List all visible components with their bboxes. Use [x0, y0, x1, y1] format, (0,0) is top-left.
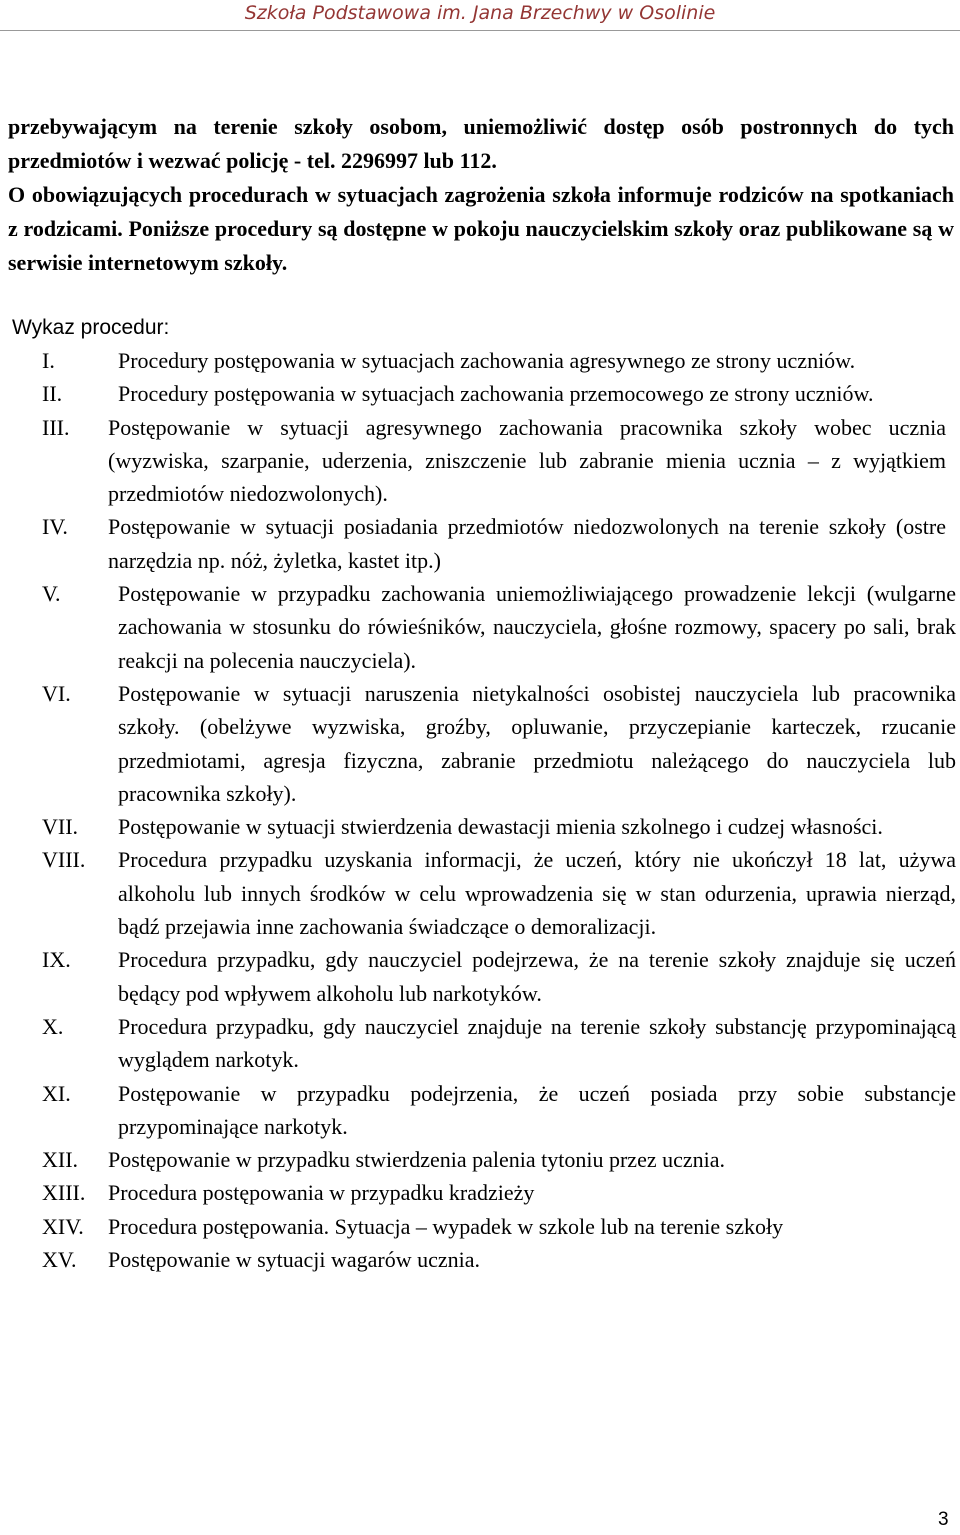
list-item-text: Postępowanie w przypadku podejrzenia, że uczeń posiada przy sobie substancje przypominające narkotyk. — [118, 1080, 956, 1139]
list-item-number: III. — [42, 414, 70, 440]
list-item — [0, 1010, 960, 1077]
list-item-number: IX. — [42, 947, 71, 973]
header-divider — [0, 30, 960, 31]
procedure-list-title: Wykaz procedur: — [12, 316, 170, 339]
list-item — [0, 677, 960, 810]
list-item — [0, 1243, 960, 1276]
page-header — [0, 0, 960, 30]
list-item-number: XII. — [42, 1147, 79, 1173]
list-item-number: XIV. — [42, 1213, 84, 1239]
list-item-text: Postępowanie w przypadku stwierdzenia palenia tytoniu przez ucznia. — [108, 1147, 725, 1173]
list-item-text: Procedura postępowania. Sytuacja – wypadek w szkole lub na terenie szkoły — [108, 1213, 784, 1239]
list-item-number: I. — [42, 348, 55, 373]
list-item-text: Procedura przypadku uzyskania informacji, że uczeń, który nie ukończył 18 lat, używa alkoholu lub innych środków w celu wprowadzenia się w stan odurzenia, uprawia nierząd, bądź przejawia inne zachowania świadczące o demoralizacji. — [118, 847, 956, 940]
list-item — [0, 344, 960, 377]
list-item-text: Postępowanie w sytuacji posiadania przedmiotów niedozwolonych na terenie szkoły (ostre narzędzia np. nóż, żyletka, kastet itp.) — [108, 514, 946, 573]
list-item-number: V. — [42, 581, 61, 607]
list-item — [0, 377, 960, 410]
list-item — [0, 810, 960, 843]
list-item-number: X. — [42, 1013, 64, 1039]
list-item-number: IV. — [42, 514, 68, 540]
list-item-number: XV. — [42, 1247, 77, 1273]
list-item — [0, 577, 960, 677]
list-item-text: Procedura przypadku, gdy nauczyciel znajduje na terenie szkoły substancję przypominającą wyglądem narkotyk. — [118, 1013, 956, 1073]
intro-text — [8, 110, 954, 280]
list-item-text: Postępowanie w sytuacji naruszenia nietykalności osobistej nauczyciela lub pracownika szkoły. (obelżywe wyzwiska, groźby, opluwanie, przyczepianie karteczek, rzucanie przedmiotami, agresja fizyczna, zabranie przedmiotu należącego do nauczyciela lub pracownika szkoły). — [118, 680, 956, 806]
list-item — [0, 943, 960, 1010]
list-item-number: XI. — [42, 1080, 71, 1106]
list-item-number: XIII. — [42, 1180, 86, 1206]
intro-paragraph-1: przebywającym na terenie szkoły osobom, uniemożliwić dostęp osób postronnych do tych przedmiotów i wezwać policję - tel. 2296997 lub 112. — [8, 114, 954, 173]
list-item-text: Postępowanie w sytuacji wagarów ucznia. — [108, 1247, 481, 1273]
list-item-number: VI. — [42, 680, 71, 706]
list-item — [0, 1210, 960, 1243]
list-item — [0, 411, 960, 511]
list-item-text: Procedury postępowania w sytuacjach zachowania agresywnego ze strony uczniów. — [118, 348, 856, 373]
header-title: Szkoła Podstawowa im. Jana Brzechwy w Osolinie — [244, 2, 716, 24]
list-item-number: VII. — [42, 814, 79, 840]
list-item-text: Postępowanie w sytuacji agresywnego zachowania pracownika szkoły wobec ucznia (wyzwiska, szarpanie, uderzenia, zniszczenie lub zabranie mienia ucznia – z wyjątkiem przedmiotów niedozwolonych). — [108, 414, 946, 507]
list-item — [0, 843, 960, 943]
page-number: 3 — [938, 1509, 949, 1530]
list-item-number: II. — [42, 381, 63, 407]
intro-paragraph-2: O obowiązujących procedurach w sytuacjach zagrożenia szkoła informuje rodziców na spotkaniach z rodzicami. Poniższe procedury są dostępne w pokoju nauczycielskim szkoły oraz publikowane są w serwisie internetowym szkoły. — [8, 182, 954, 275]
list-item-text: Procedura przypadku, gdy nauczyciel podejrzewa, że na terenie szkoły znajduje się uczeń będący pod wpływem alkoholu lub narkotyków. — [118, 947, 956, 1006]
list-item-text: Postępowanie w sytuacji stwierdzenia dewastacji mienia szkolnego i cudzej własności. — [118, 814, 883, 840]
list-item — [0, 510, 960, 577]
list-item-text: Postępowanie w przypadku zachowania uniemożliwiającego prowadzenie lekcji (wulgarne zachowania w stosunku do rówieśników, nauczyciela, głośne rozmowy, spacery po sali, brak reakcji na polecenia nauczyciela). — [118, 581, 956, 673]
list-item — [0, 1176, 960, 1209]
procedure-list — [0, 344, 960, 1276]
list-item-text: Procedury postępowania w sytuacjach zachowania przemocowego ze strony uczniów. — [118, 381, 874, 407]
list-item-number: VIII. — [42, 847, 86, 873]
list-item-text: Procedura postępowania w przypadku kradzieży — [108, 1180, 535, 1206]
list-item — [0, 1143, 960, 1176]
list-item — [0, 1077, 960, 1144]
